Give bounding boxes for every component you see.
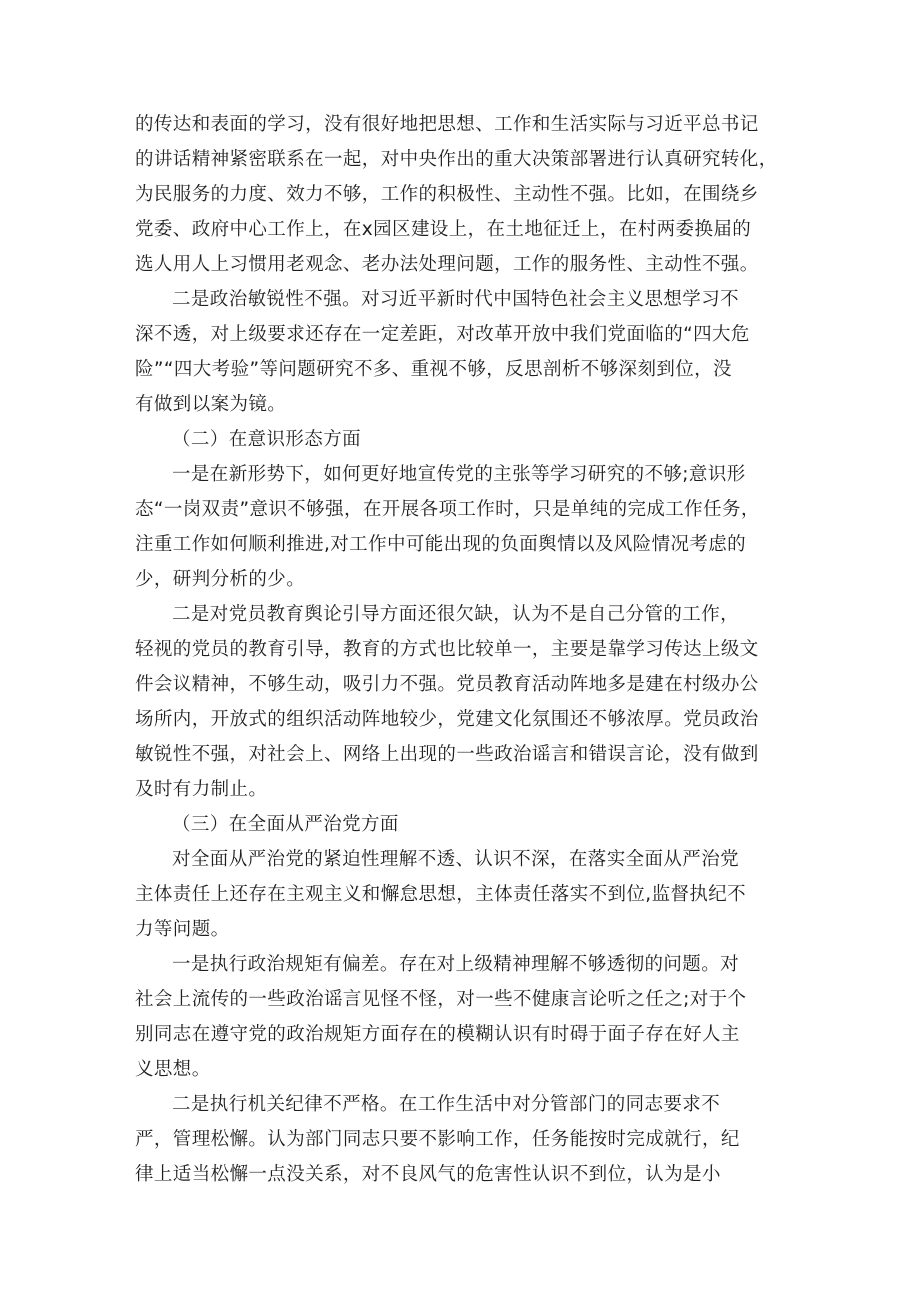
text-line: 的讲话精神紧密联系在一起，对中央作出的重大决策部署进行认真研究转化， (135, 149, 778, 170)
text-line: 主体责任上还存在主观主义和懈怠思想，主体责任落实不到位,监督执纪不 (135, 884, 747, 905)
text-line: 有做到以案为镜。 (135, 394, 287, 415)
section-heading: （二）在意识形态方面 (172, 429, 362, 450)
text-line: 为民服务的力度、效力不够，工作的积极性、主动性不强。比如，在围绕乡 (135, 184, 759, 205)
text-line: 律上适当松懈一点没关系，对不良风气的危害性认识不到位，认为是小 (135, 1164, 721, 1185)
text-line: 社会上流传的一些政治谣言见怪不怪，对一些不健康言论听之任之;对于个 (135, 989, 747, 1010)
paragraph-first-line: 二是执行机关纪律不严格。在工作生活中对分管部门的同志要求不 (172, 1094, 721, 1115)
text-line: 选人用人上习惯用老观念、老办法处理问题，工作的服务性、主动性不强。 (135, 254, 759, 275)
text-line: 态“一岗双责”意识不够强，在开展各项工作时，只是单纯的完成工作任务， (135, 499, 760, 520)
text-line: 件会议精神，不够生动，吸引力不强。党员教育活动阵地多是建在村级办公 (135, 674, 759, 695)
paragraph-first-line: 对全面从严治党的紧迫性理解不透、认识不深，在落实全面从严治党 (172, 849, 740, 870)
text-line: 别同志在遵守党的政治规矩方面存在的模糊认识有时碍于面子存在好人主 (135, 1024, 740, 1045)
paragraph-first-line: 一是执行政治规矩有偏差。存在对上级精神理解不够透彻的问题。对 (172, 954, 740, 975)
paragraph-first-line: 二是政治敏锐性不强。对习近平新时代中国特色社会主义思想学习不 (172, 289, 740, 310)
text-line: 的传达和表面的学习，没有很好地把思想、工作和生活实际与习近平总书记 (135, 114, 759, 135)
paragraph-first-line: 二是对党员教育舆论引导方面还很欠缺，认为不是自己分管的工作， (172, 604, 740, 625)
text-line: 场所内，开放式的组织活动阵地较少，党建文化氛围还不够浓厚。党员政治 (135, 709, 759, 730)
text-line: 轻视的党员的教育引导，教育的方式也比较单一，主要是靠学习传达上级文 (135, 639, 759, 660)
text-line: 注重工作如何顺利推进,对工作中可能出现的负面舆情以及风险情况考虑的 (135, 534, 747, 555)
text-line: 力等问题。 (135, 919, 230, 940)
text-line: 少，研判分析的少。 (135, 569, 306, 590)
text-line: 险”“四大考验”等问题研究不多、重视不够，反思剖析不够深刻到位，没 (135, 359, 732, 380)
text-line: 严，管理松懈。认为部门同志只要不影响工作，任务能按时完成就行，纪 (135, 1129, 740, 1150)
section-heading: （三）在全面从严治党方面 (172, 814, 399, 835)
text-line: 深不透，对上级要求还存在一定差距，对改革开放中我们党面临的“四大危 (135, 324, 750, 345)
paragraph-first-line: 一是在新形势下，如何更好地宣传党的主张等学习研究的不够;意识形 (172, 464, 746, 485)
text-line: 党委、政府中心工作上，在x园区建设上，在土地征迁上，在村两委换届的 (135, 219, 752, 240)
text-line: 义思想。 (135, 1059, 211, 1080)
text-line: 敏锐性不强，对社会上、网络上出现的一些政治谣言和错误言论，没有做到 (135, 744, 759, 765)
text-line: 及时有力制止。 (135, 779, 268, 800)
